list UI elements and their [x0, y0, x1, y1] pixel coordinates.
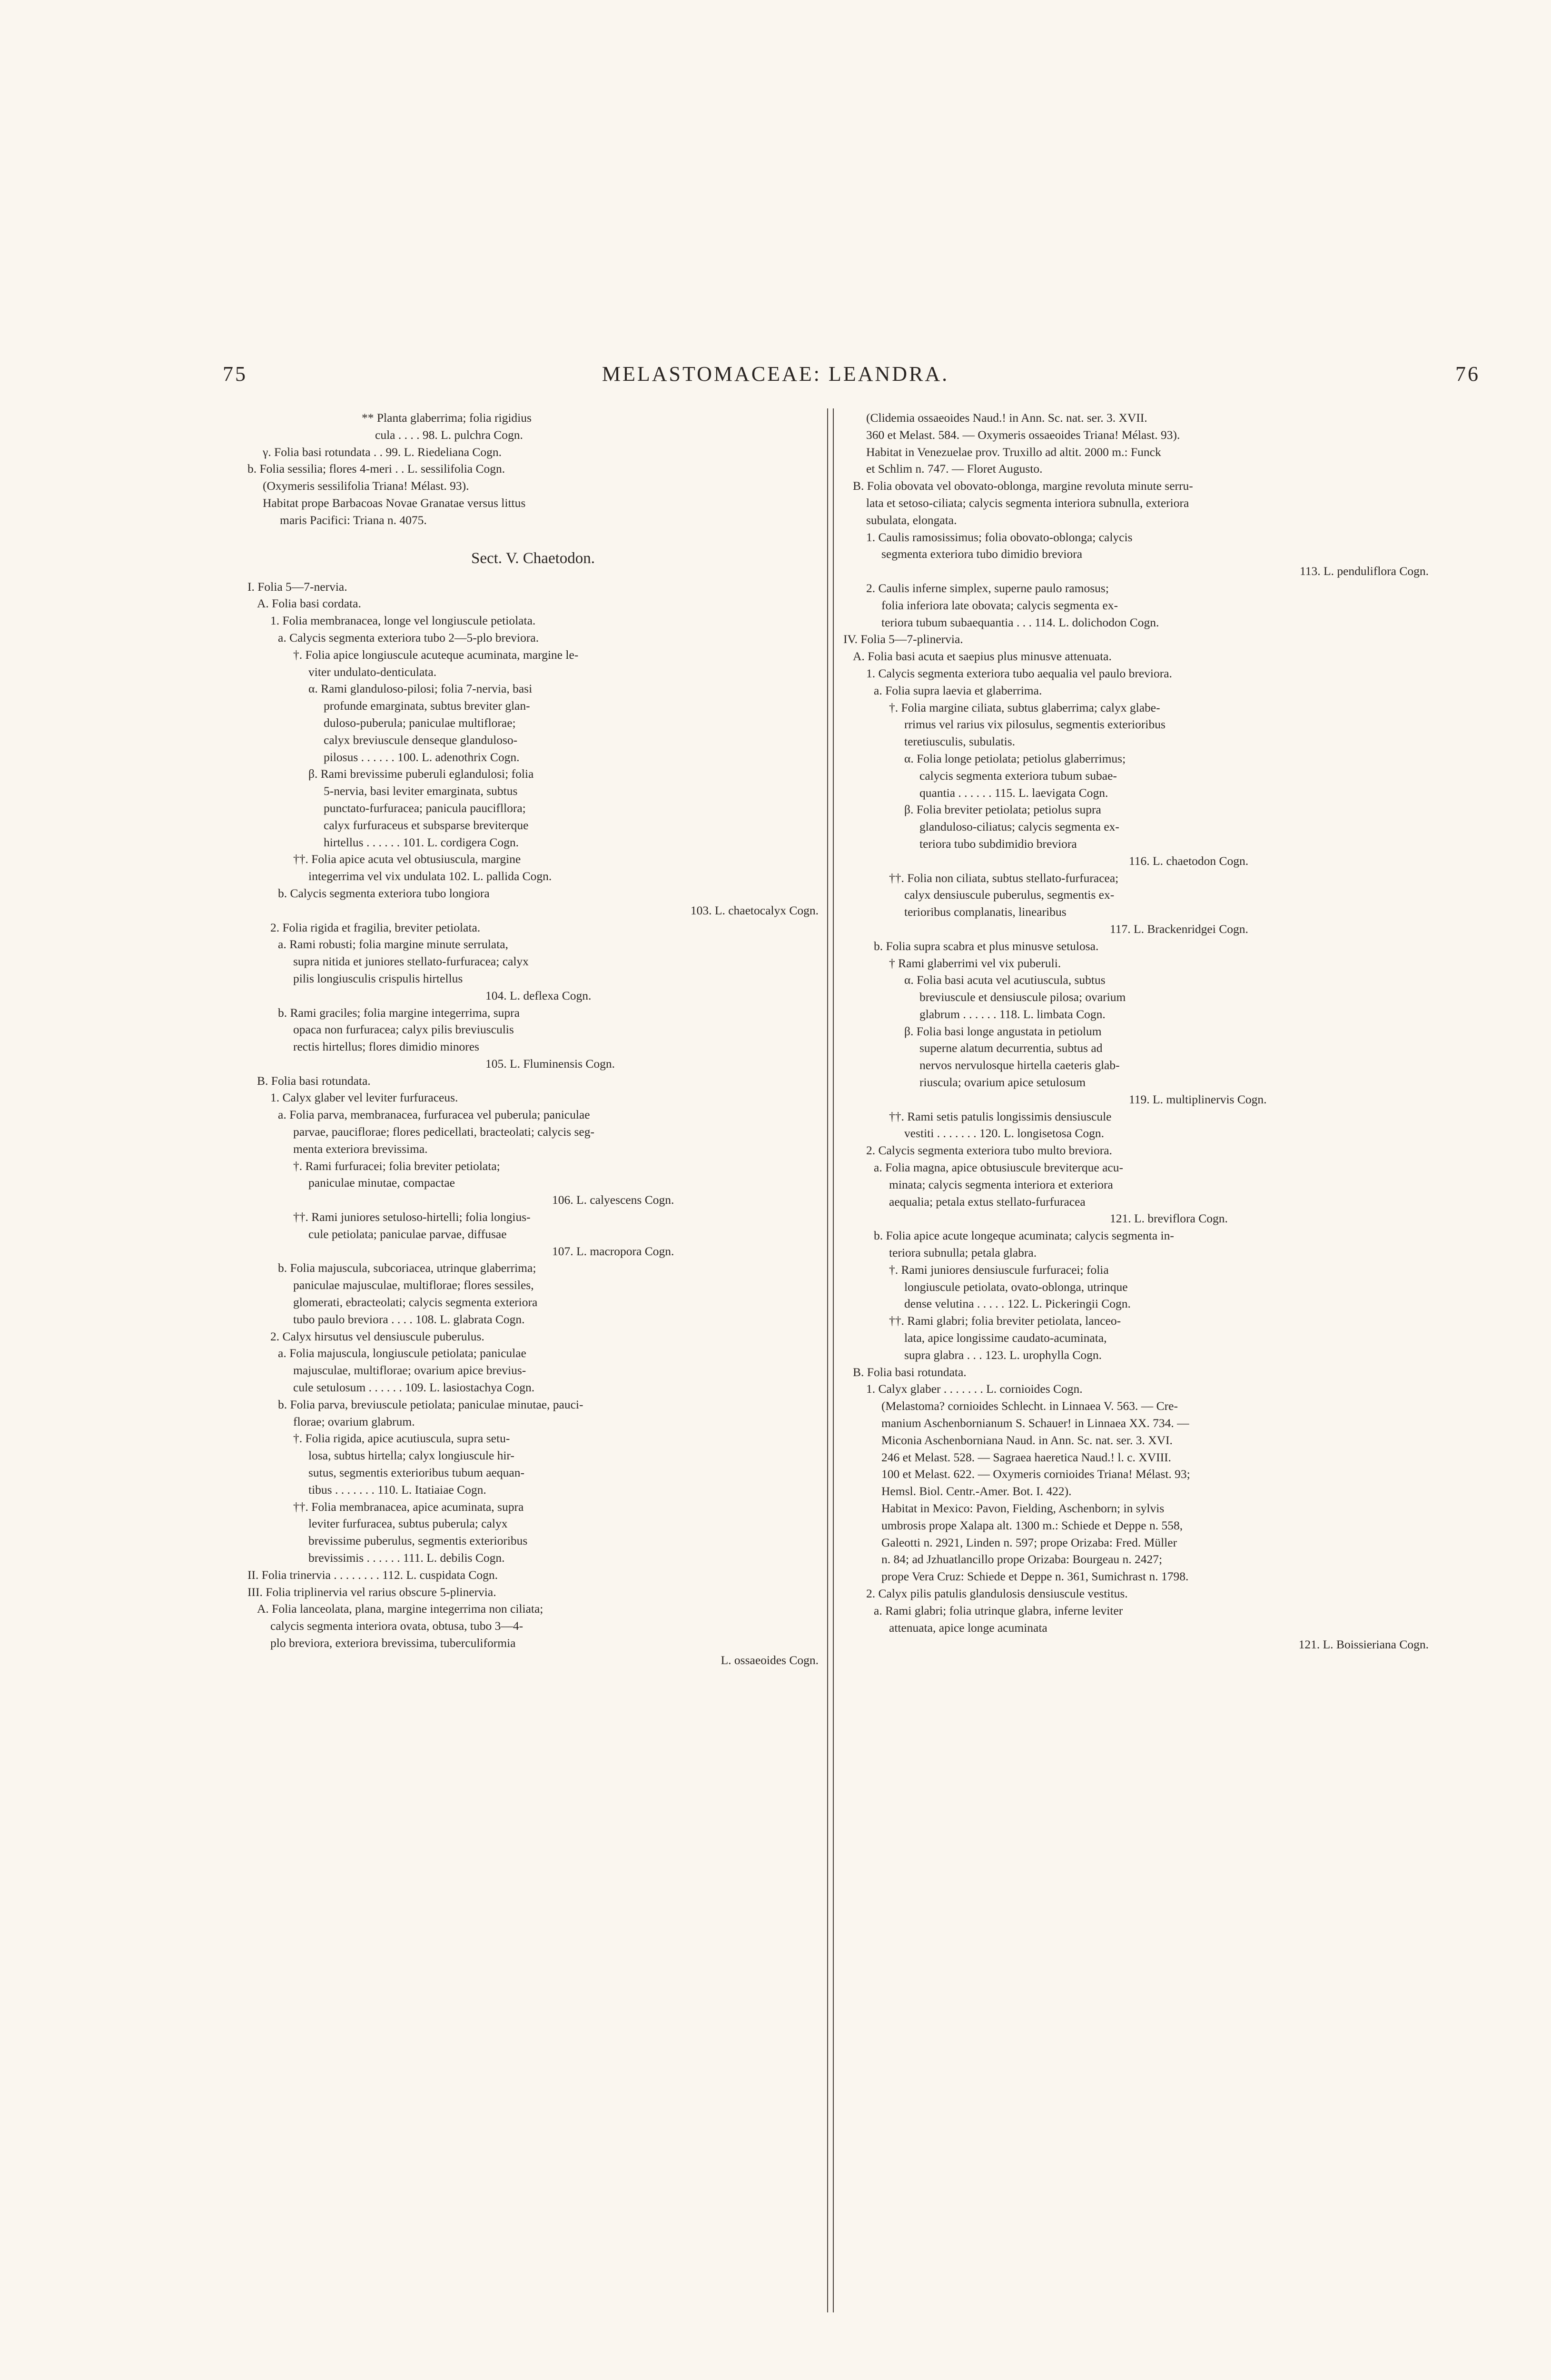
text-line: Habitat in Venezuelae prov. Truxillo ad altit. 2000 m.: Funck — [866, 445, 1161, 459]
text-line: manium Aschenbornianum S. Schauer! in Linnaea XX. 734. — — [881, 1416, 1189, 1430]
text-line: rrimus vel rarius vix pilosulus, segmentis exterioribus — [904, 717, 1166, 732]
text-line: β. Rami brevissime puberuli eglandulosi; folia — [308, 767, 534, 781]
text-line: Habitat prope Barbacoas Novae Granatae versus littus — [263, 496, 526, 510]
text-line: (Melastoma? cornioides Schlecht. in Linnaea V. 563. — Cre- — [881, 1399, 1178, 1413]
text-line: calyx breviuscule denseque glanduloso- — [324, 733, 518, 747]
text-line: calycis segmenta interiora ovata, obtusa, tubo 3—4- — [270, 1619, 524, 1633]
text-line: 2. Folia rigida et fragilia, breviter petiolata. — [270, 920, 481, 934]
text-line: b. Folia supra scabra et plus minusve setulosa. — [874, 939, 1099, 953]
text-line: A. Folia lanceolata, plana, margine integerrima non ciliata; — [257, 1602, 543, 1616]
text-line: leviter furfuracea, subtus puberula; calyx — [308, 1517, 508, 1531]
text-line: 107. L. macropora Cogn. — [552, 1244, 674, 1258]
text-line: Habitat in Mexico: Pavon, Fielding, Aschenborn; in sylvis — [881, 1501, 1165, 1515]
text-line: profunde emarginata, subtus breviter glan- — [324, 699, 530, 713]
text-line: 106. L. calyescens Cogn. — [552, 1193, 674, 1207]
text-line: minata; calycis segmenta interiora et exteriora — [889, 1177, 1113, 1191]
text-line: 246 et Melast. 528. — Sagraea haeretica Naud.! l. c. XVIII. — [881, 1450, 1171, 1464]
text-line: †. Folia rigida, apice acutiuscula, supra setu- — [293, 1431, 510, 1446]
text-line: menta exteriora brevissima. — [293, 1141, 428, 1156]
text-line: (Clidemia ossaeoides Naud.! in Ann. Sc. nat. ser. 3. XVII. — [866, 411, 1147, 425]
text-line: a. Folia majuscula, longiuscule petiolata; paniculae — [278, 1346, 526, 1360]
left-column — [247, 409, 819, 1669]
text-line: tibus . . . . . . . 110. L. Itatiaiae Cogn. — [308, 1482, 486, 1497]
column-divider — [827, 408, 834, 2312]
text-line: cula . . . . 98. L. pulchra Cogn. — [375, 427, 523, 442]
text-line: Hemsl. Biol. Centr.-Amer. Bot. I. 422). — [881, 1484, 1072, 1498]
text-line: 1. Folia membranacea, longe vel longiuscule petiolata. — [270, 614, 536, 628]
text-line: 2. Caulis inferne simplex, superne paulo ramosus; — [866, 581, 1109, 595]
text-line: sutus, segmentis exterioribus tubum aequan- — [308, 1466, 524, 1480]
text-line: calyx furfuraceus et subsparse breviterque — [324, 818, 529, 832]
text-line: 1. Calyx glaber . . . . . . . L. cornioides Cogn. — [866, 1382, 1083, 1396]
text-line: brevissimis . . . . . . 111. L. debilis Cogn. — [308, 1551, 505, 1565]
text-line: opaca non furfuracea; calyx pilis breviusculis — [293, 1022, 514, 1037]
text-line: (Oxymeris sessilifolia Triana! Mélast. 93). — [263, 479, 469, 493]
text-line: 1. Calycis segmenta exteriora tubo aequalia vel paulo breviora. — [866, 666, 1172, 680]
text-line: Galeotti n. 2921, Linden n. 597; prope Orizaba: Fred. Müller — [881, 1535, 1177, 1549]
text-line: 121. L. Boissieriana Cogn. — [1298, 1637, 1429, 1652]
text-line: 121. L. breviflora Cogn. — [1110, 1211, 1228, 1226]
text-line: hirtellus . . . . . . 101. L. cordigera Cogn. — [324, 835, 519, 849]
text-line: 103. L. chaetocalyx Cogn. — [690, 903, 819, 917]
page-number-right: 76 — [1455, 362, 1480, 386]
text-line: III. Folia triplinervia vel rarius obscure 5-plinervia. — [247, 1585, 496, 1599]
text-line: ††. Rami glabri; folia breviter petiolata, lanceo- — [889, 1314, 1121, 1328]
text-line: 2. Calycis segmenta exteriora tubo multo breviora. — [866, 1143, 1112, 1158]
text-line: attenuata, apice longe acuminata — [889, 1620, 1047, 1635]
text-line: ** Planta glaberrima; folia rigidius — [362, 411, 532, 425]
text-line: maris Pacifici: Triana n. 4075. — [280, 513, 427, 527]
text-line: 119. L. multiplinervis Cogn. — [1129, 1092, 1267, 1106]
text-line: glanduloso-ciliatus; calycis segmenta ex- — [919, 820, 1119, 834]
text-line: † Rami glaberrimi vel vix puberuli. — [889, 956, 1061, 970]
text-line: Miconia Aschenborniana Naud. in Ann. Sc. nat. ser. 3. XVI. — [881, 1433, 1173, 1447]
text-line: longiuscule petiolata, ovato-oblonga, utrinque — [904, 1279, 1128, 1294]
text-line: supra glabra . . . 123. L. urophylla Cogn. — [904, 1348, 1102, 1362]
text-line: 104. L. deflexa Cogn. — [485, 988, 592, 1002]
text-line: B. Folia basi rotundata. — [257, 1073, 371, 1088]
text-line: nervos nervulosque hirtella caeteris glab- — [919, 1058, 1120, 1072]
text-line: γ. Folia basi rotundata . . 99. L. Riedeliana Cogn. — [263, 445, 502, 459]
text-line: teriora tubo subdimidio breviora — [919, 836, 1077, 851]
text-line: paniculae majusculae, multiflorae; flores sessiles, — [293, 1278, 534, 1292]
text-line: calycis segmenta exteriora tubum subae- — [919, 768, 1117, 783]
text-line: ††. Folia non ciliata, subtus stellato-furfuracea; — [889, 871, 1119, 885]
text-line: folia inferiora late obovata; calycis segmenta ex- — [881, 598, 1118, 612]
text-line: quantia . . . . . . 115. L. laevigata Cogn. — [919, 785, 1108, 800]
text-line: A. Folia basi acuta et saepius plus minusve attenuata. — [853, 649, 1112, 664]
text-line: b. Calycis segmenta exteriora tubo longiora — [278, 886, 490, 900]
text-line: a. Rami robusti; folia margine minute serrulata, — [278, 937, 508, 952]
text-line: †. Rami furfuracei; folia breviter petiolata; — [293, 1159, 500, 1173]
text-line: B. Folia basi rotundata. — [853, 1365, 967, 1379]
text-line: 116. L. chaetodon Cogn. — [1129, 853, 1249, 868]
text-line: 1. Caulis ramosissimus; folia obovato-oblonga; calycis — [866, 530, 1133, 544]
text-line: b. Folia sessilia; flores 4-meri . . L. sessilifolia Cogn. — [247, 462, 505, 476]
text-line: teretiusculis, subulatis. — [904, 734, 1016, 749]
text-line: α. Folia basi acuta vel acutiuscula, subtus — [904, 973, 1106, 987]
text-line: 1. Calyx glaber vel leviter furfuraceus. — [270, 1091, 458, 1105]
text-line: 117. L. Brackenridgei Cogn. — [1110, 922, 1248, 936]
text-line: lata et setoso-ciliata; calycis segmenta interiora subnulla, exteriora — [866, 496, 1189, 510]
text-line: 2. Calyx pilis patulis glandulosis densiuscule vestitus. — [866, 1586, 1128, 1600]
text-line: tubo paulo breviora . . . . 108. L. glabrata Cogn. — [293, 1312, 525, 1326]
text-line: paniculae minutae, compactae — [308, 1176, 455, 1190]
text-line: et Schlim n. 747. — Floret Augusto. — [866, 462, 1043, 476]
text-line: β. Folia breviter petiolata; petiolus supra — [904, 803, 1101, 817]
text-line: prope Vera Cruz: Schiede et Deppe n. 361, Sumichrast n. 1798. — [881, 1569, 1189, 1584]
text-line: dense velutina . . . . . 122. L. Pickeringii Cogn. — [904, 1297, 1131, 1311]
text-line: duloso-puberula; paniculae multiflorae; — [324, 715, 516, 730]
text-line: IV. Folia 5—7-plinervia. — [843, 632, 963, 646]
text-line: viter undulato-denticulata. — [308, 664, 437, 679]
text-line: ††. Folia apice acuta vel obtusiuscula, margine — [293, 852, 521, 866]
text-line: lata, apice longissime caudato-acuminata, — [904, 1331, 1107, 1345]
text-line: pilosus . . . . . . 100. L. adenothrix Cogn. — [324, 750, 520, 764]
text-line: ††. Folia membranacea, apice acuminata, supra — [293, 1499, 524, 1514]
text-line: terioribus complanatis, linearibus — [904, 905, 1067, 919]
text-line: aequalia; petala extus stellato-furfuracea — [889, 1194, 1086, 1209]
text-line: rectis hirtellus; flores dimidio minores — [293, 1040, 479, 1054]
text-line: riuscula; ovarium apice setulosum — [919, 1075, 1086, 1090]
section-heading: Sect. V. Chaetodon. — [471, 549, 595, 567]
text-line: umbrosis prope Xalapa alt. 1300 m.: Schiede et Deppe n. 558, — [881, 1518, 1183, 1532]
text-line: breviuscule et densiuscule pilosa; ovarium — [919, 990, 1126, 1004]
text-line: a. Folia supra laevia et glaberrima. — [874, 683, 1042, 697]
text-line: b. Folia apice acute longeque acuminata; calycis segmenta in- — [874, 1229, 1174, 1243]
text-line: punctato-furfuracea; panicula paucifllora; — [324, 801, 526, 815]
text-line: losa, subtus hirtella; calyx longiuscule hir- — [308, 1448, 514, 1463]
text-line: 5-nervia, basi leviter emarginata, subtus — [324, 784, 518, 798]
text-line: b. Folia majuscula, subcoriacea, utrinque glaberrima; — [278, 1261, 536, 1275]
text-line: I. Folia 5—7-nervia. — [247, 579, 347, 594]
text-line: calyx densiuscule puberulus, segmentis ex- — [904, 888, 1115, 902]
text-line: a. Folia magna, apice obtusiuscule breviterque acu- — [874, 1160, 1123, 1175]
text-line: parvae, pauciflorae; flores pedicellati, bracteolati; calycis seg- — [293, 1125, 594, 1139]
text-line: segmenta exteriora tubo dimidio breviora — [881, 547, 1083, 561]
text-line: β. Folia basi longe angustata in petiolum — [904, 1024, 1102, 1038]
text-line: †. Rami juniores densiuscule furfuracei; folia — [889, 1262, 1109, 1277]
text-line: a. Folia parva, membranacea, furfuracea vel puberula; paniculae — [278, 1108, 590, 1122]
text-line: 105. L. Fluminensis Cogn. — [485, 1056, 615, 1071]
text-line: 360 et Melast. 584. — Oxymeris ossaeoides Triana! Mélast. 93). — [866, 427, 1180, 442]
text-line: L. ossaeoides Cogn. — [721, 1653, 819, 1667]
text-line: subulata, elongata. — [866, 513, 957, 527]
text-line: 2. Calyx hirsutus vel densiuscule puberulus. — [270, 1329, 484, 1343]
text-line: florae; ovarium glabrum. — [293, 1414, 415, 1428]
text-line: b. Folia parva, breviuscule petiolata; paniculae minutae, pauci- — [278, 1397, 583, 1411]
text-line: II. Folia trinervia . . . . . . . . 112. L. cuspidata Cogn. — [247, 1567, 498, 1582]
text-line: superne alatum decurrentia, subtus ad — [919, 1041, 1103, 1055]
text-line: †. Folia apice longiuscule acuteque acuminata, margine le- — [293, 647, 579, 662]
text-line: α. Rami glanduloso-pilosi; folia 7-nervia, basi — [308, 682, 533, 696]
text-line: pilis longiusculis crispulis hirtellus — [293, 971, 463, 985]
page-number-left: 75 — [223, 362, 247, 386]
running-title: MELASTOMACEAE: LEANDRA. — [602, 362, 949, 386]
text-line: brevissime puberulus, segmentis exterioribus — [308, 1534, 528, 1548]
text-line: cule petiolata; paniculae parvae, diffusae — [308, 1227, 507, 1241]
text-line: n. 84; ad Jzhuatlancillo prope Orizaba: Bourgeau n. 2427; — [881, 1552, 1163, 1567]
text-line: supra nitida et juniores stellato-furfuracea; calyx — [293, 954, 529, 969]
text-line: plo breviora, exteriora brevissima, tuberculiformia — [270, 1636, 516, 1650]
text-line: glomerati, ebracteolati; calycis segmenta exteriora — [293, 1295, 538, 1309]
text-line: †. Folia margine ciliata, subtus glaberrima; calyx glabe- — [889, 700, 1160, 714]
text-line: α. Folia longe petiolata; petiolus glaberrimus; — [904, 751, 1126, 765]
text-line: A. Folia basi cordata. — [257, 596, 361, 611]
right-column — [843, 409, 1429, 1653]
text-line: ††. Rami juniores setuloso-hirtelli; folia longius- — [293, 1210, 531, 1224]
text-line: 113. L. penduliflora Cogn. — [1299, 564, 1429, 578]
text-line: vestiti . . . . . . . 120. L. longisetosa Cogn. — [904, 1126, 1105, 1140]
text-line: a. Rami glabri; folia utrinque glabra, inferne leviter — [874, 1603, 1123, 1617]
text-line: cule setulosum . . . . . . 109. L. lasiostachya Cogn. — [293, 1380, 535, 1395]
text-line: ††. Rami setis patulis longissimis densiuscule — [889, 1109, 1112, 1123]
text-line: glabrum . . . . . . 118. L. limbata Cogn. — [919, 1007, 1106, 1021]
text-line: B. Folia obovata vel obovato-oblonga, margine revoluta minute serru- — [853, 479, 1193, 493]
text-line: majusculae, multiflorae; ovarium apice brevius- — [293, 1363, 526, 1378]
text-line: 100 et Melast. 622. — Oxymeris cornioides Triana! Mélast. 93; — [881, 1467, 1190, 1481]
text-line: integerrima vel vix undulata 102. L. pallida Cogn. — [308, 869, 552, 883]
text-line: teriora tubum subaequantia . . . 114. L. dolichodon Cogn. — [881, 615, 1159, 629]
text-line: teriora subnulla; petala glabra. — [889, 1246, 1037, 1260]
text-line: a. Calycis segmenta exteriora tubo 2—5-plo breviora. — [278, 630, 539, 645]
text-line: b. Rami graciles; folia margine integerrima, supra — [278, 1005, 520, 1020]
